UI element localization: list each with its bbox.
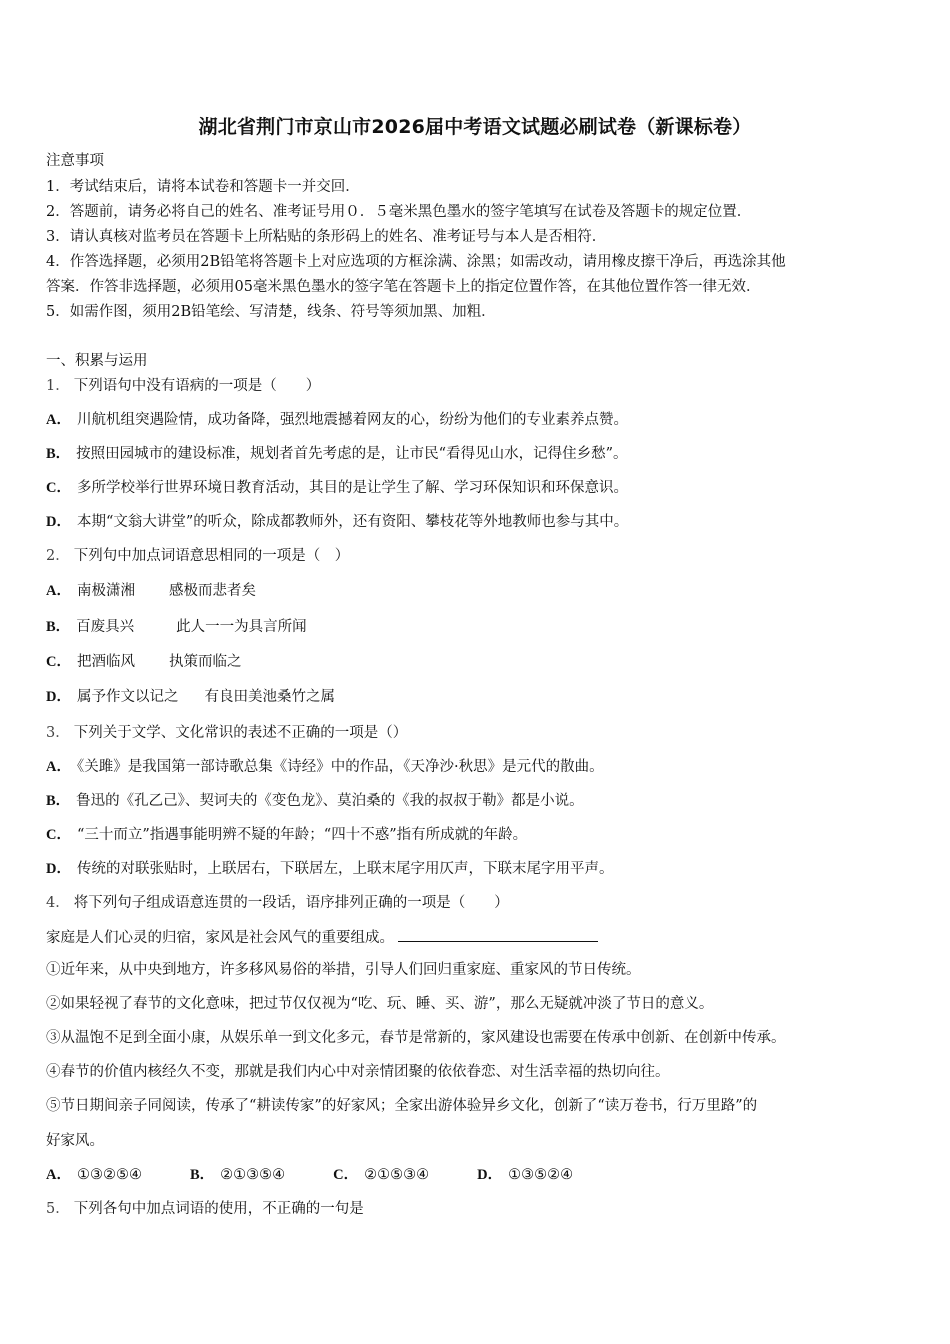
q4-option-c <box>333 1165 429 1185</box>
question-number: 3． <box>46 725 70 741</box>
option-left-text: 属予作文以记之 <box>76 689 179 705</box>
q2-option-d <box>46 687 335 707</box>
option-text: 《关雎》是我国第一部诗歌总集《诗经》中的作品，《天净沙·秋思》是元代的散曲。 <box>76 759 604 775</box>
page-title: 湖北省荆门市京山市2026届中考语文试题必刷试卷（新课标卷） <box>198 116 752 138</box>
option-text: 本期“文翁大讲堂”的听众，除成都教师外，还有资阳、攀枝花等外地教师也参与其中。 <box>76 514 629 530</box>
option-left-text: 百废具兴 <box>76 619 135 635</box>
option-letter: C． <box>46 827 71 843</box>
option-text: 川航机组突遇险情，成功备降，强烈地震撼着网友的心，纷纷为他们的专业素养点赞。 <box>76 412 628 428</box>
q3-option-b <box>46 791 584 811</box>
question-4-stem <box>46 893 509 913</box>
option-letter: B． <box>46 446 71 462</box>
option-letter: C． <box>46 480 71 496</box>
option-text: 传统的对联张贴时，上联居右，下联居左，上联末尾字用仄声，下联末尾字用平声。 <box>76 861 614 877</box>
q4-sentence-1: ①近年来，从中央到地方，许多移风易俗的举措，引导人们回归重家庭、重家风的节日传统。 <box>46 962 641 978</box>
option-letter: C． <box>46 654 71 670</box>
option-letter: A． <box>46 412 71 428</box>
option-left-text: 把酒临风 <box>76 654 135 670</box>
option-text: ②①⑤③④ <box>364 1167 430 1183</box>
option-letter: B． <box>189 1167 215 1183</box>
option-letter: B． <box>46 619 71 635</box>
option-left-text: 南极潇湘 <box>76 583 135 599</box>
option-right-text: 感极而悲者矣 <box>168 583 256 599</box>
option-letter: D． <box>477 1167 503 1183</box>
question-text: 下列语句中没有语病的一项是（ ） <box>73 378 321 394</box>
q3-option-a <box>46 757 604 777</box>
option-letter: D． <box>46 861 71 877</box>
option-right-text: 有良田美池桑竹之属 <box>204 689 335 705</box>
option-text: ①③②⑤④ <box>76 1167 142 1183</box>
q4-option-d <box>477 1165 573 1185</box>
q4-sentence-5-cont: 好家风。 <box>46 1133 104 1149</box>
option-text: 多所学校举行世界环境日教育活动，其目的是让学生了解、学习环保知识和环保意识。 <box>76 480 628 496</box>
option-text: “三十而立”指遇事能明辨不疑的年龄；“四十不惑”指有所成就的年龄。 <box>76 827 528 843</box>
question-2-stem <box>46 546 349 566</box>
option-text: ①③⑤②④ <box>508 1167 574 1183</box>
option-letter: D． <box>46 514 71 530</box>
option-text: 鲁迅的《孔乙己》、契诃夫的《变色龙》、莫泊桑的《我的叔叔于勒》都是小说。 <box>76 793 584 809</box>
notice-item-1: 1．考试结束后，请将本试卷和答题卡一并交回． <box>46 179 360 195</box>
q1-option-b <box>46 444 628 464</box>
question-number: 4． <box>46 895 70 911</box>
question-5-stem <box>46 1199 364 1219</box>
option-right-text: 执策而临之 <box>168 654 242 670</box>
option-letter: A． <box>46 583 71 599</box>
notice-item-4-cont: 答案．作答非选择题，必须用05毫米黑色墨水的签字笔在答题卡上的指定位置作答，在其他位置作答一律无效． <box>46 279 761 295</box>
q1-option-d <box>46 512 628 532</box>
option-letter: A． <box>46 1167 71 1183</box>
option-letter: B． <box>46 793 71 809</box>
question-number: 1． <box>46 378 70 394</box>
question-text: 下列句中加点词语意思相同的一项是（ ） <box>73 548 350 564</box>
question-number: 2． <box>46 548 70 564</box>
notice-item-3: 3．请认真核对监考员在答题卡上所粘贴的条形码上的姓名、准考证号与本人是否相符． <box>46 229 607 245</box>
question-text: 下列关于文学、文化常识的表述不正确的一项是（） <box>73 725 408 741</box>
question-number: 5． <box>46 1201 70 1217</box>
option-letter: D． <box>46 689 71 705</box>
option-right-text: 此人一一为具言所闻 <box>176 619 307 635</box>
q4-sentence-2: ②如果轻视了春节的文化意味，把过节仅仅视为“吃、玩、睡、买、游”，那么无疑就冲淡了节日的意义。 <box>46 996 714 1012</box>
q4-sentence-4: ④春节的价值内核经久不变，那就是我们内心中对亲情团聚的依依眷恋、对生活幸福的热切向往。 <box>46 1064 670 1080</box>
q4-option-a <box>46 1165 142 1185</box>
option-text: 按照田园城市的建设标准，规划者首先考虑的是，让市民“看得见山水，记得住乡愁”。 <box>76 446 628 462</box>
q4-lead <box>46 927 598 948</box>
question-3-stem <box>46 723 407 743</box>
q4-options <box>46 1165 621 1185</box>
q1-option-a <box>46 410 628 430</box>
lead-sentence: 家庭是人们心灵的归宿，家风是社会风气的重要组成。 <box>46 930 394 946</box>
q1-option-c <box>46 478 628 498</box>
q4-sentence-3: ③从温饱不足到全面小康，从娱乐单一到文化多元，春节是常新的，家风建设也需要在传承中创新、在创新中传承。 <box>46 1030 786 1046</box>
answer-blank <box>398 927 598 942</box>
option-letter: A． <box>46 759 71 775</box>
q3-option-c <box>46 825 527 845</box>
question-text: 下列各句中加点词语的使用，不正确的一句是 <box>73 1201 364 1217</box>
section-heading: 一、积累与运用 <box>46 353 148 369</box>
q4-option-b <box>190 1165 285 1185</box>
q4-sentence-5: ⑤节日期间亲子同阅读，传承了“耕读传家”的好家风；全家出游体验异乡文化，创新了“读万卷书，行万里路”的 <box>46 1098 758 1114</box>
question-1-stem <box>46 376 320 396</box>
option-text: ②①③⑤④ <box>220 1167 286 1183</box>
option-letter: C． <box>333 1167 359 1183</box>
q3-option-d <box>46 859 613 879</box>
notice-item-4: 4．作答选择题，必须用2B铅笔将答题卡上对应选项的方框涂满、涂黑；如需改动，请用橡皮擦干净后，再选涂其他 <box>46 254 786 270</box>
notice-item-5: 5．如需作图，须用2B铅笔绘、写清楚，线条、符号等须加黑、加粗． <box>46 304 496 320</box>
q2-option-c <box>46 652 241 672</box>
question-text: 将下列句子组成语意连贯的一段话，语序排列正确的一项是（ ） <box>73 895 509 911</box>
q2-option-b <box>46 617 307 637</box>
notice-heading: 注意事项 <box>46 153 104 169</box>
q2-option-a <box>46 581 256 601</box>
notice-item-2: 2．答题前，请务必将自己的姓名、准考证号用０．５毫米黑色墨水的签字笔填写在试卷及答题卡的规定位置． <box>46 204 752 220</box>
